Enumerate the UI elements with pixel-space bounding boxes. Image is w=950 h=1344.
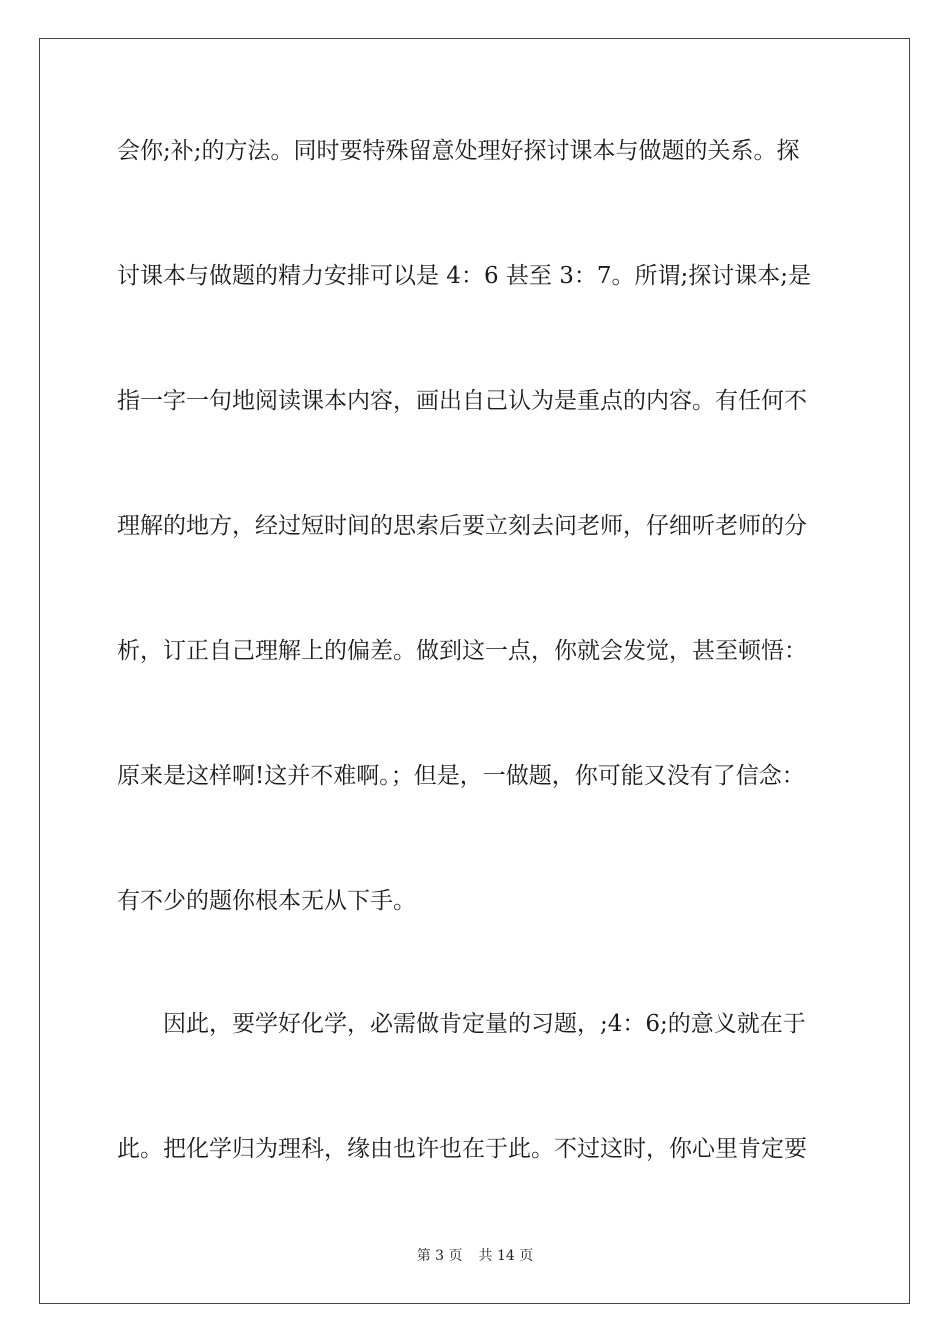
page-footer (0, 1245, 950, 1265)
body-text-line: 会你;补;的方法。同时要特殊留意处理好探讨课本与做题的关系。探 (117, 138, 800, 164)
total-pages: 共 14 页 (478, 1248, 534, 1264)
body-text-line: 此。把化学归为理科，缘由也许也在于此。不过这时，你心里肯定要 (117, 1136, 807, 1162)
body-text-line: 理解的地方，经过短时间的思索后要立刻去问老师，仔细听老师的分 (117, 513, 807, 539)
paragraph-first-line: 因此，要学好化学，必需做肯定量的习题，;4：6;的意义就在于 (163, 1011, 806, 1037)
page-border (39, 38, 910, 1304)
body-text-line: 析，订正自己理解上的偏差。做到这一点，你就会发觉，甚至顿悟： (117, 638, 807, 664)
body-text-line: 讨课本与做题的精力安排可以是 4：6 甚至 3：7。所谓;探讨课本;是 (117, 263, 811, 289)
body-text-line: 原来是这样啊!这并不难啊。；但是，一做题，你可能又没有了信念： (117, 763, 805, 789)
body-text-line: 有不少的题你根本无从下手。 (117, 888, 416, 914)
body-text-line: 指一字一句地阅读课本内容，画出自己认为是重点的内容。有任何不 (117, 388, 807, 414)
page-number: 第 3 页 (416, 1248, 463, 1264)
